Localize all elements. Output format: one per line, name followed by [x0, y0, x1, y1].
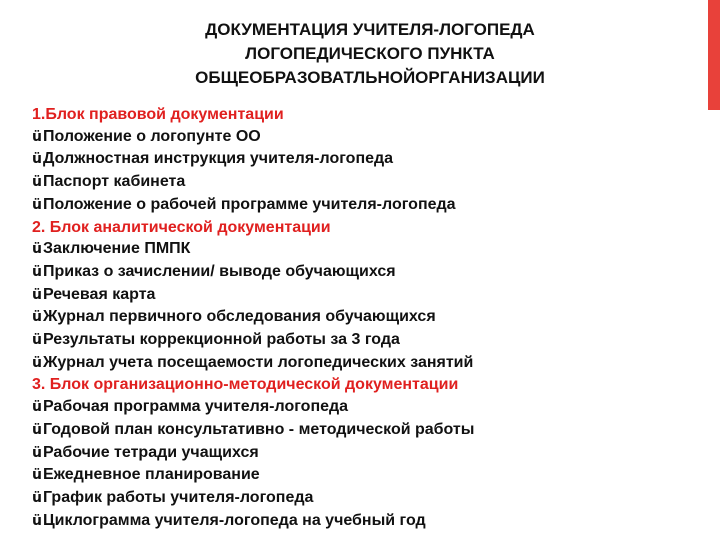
- list-item: üРабочая программа учителя-логопеда: [32, 398, 349, 416]
- check-icon: ü: [32, 241, 42, 258]
- title-line-1: ДОКУМЕНТАЦИЯ УЧИТЕЛЯ-ЛОГОПЕДА: [205, 20, 535, 39]
- list-item: üГрафик работы учителя-логопеда: [32, 488, 314, 506]
- list-item: üДолжностная инструкция учителя-логопеда: [32, 150, 394, 168]
- check-icon: ü: [32, 421, 42, 438]
- document-list: [32, 104, 692, 532]
- list-item: üПаспорт кабинета: [32, 173, 186, 191]
- list-item: üГодовой план консультативно - методической работы: [32, 420, 475, 438]
- list-item: üПоложение о рабочей программе учителя-логопеда: [32, 195, 456, 213]
- list-item: üЦиклограмма учителя-логопеда на учебный год: [32, 511, 426, 529]
- list-item: üЖурнал учета посещаемости логопедических занятий: [32, 353, 474, 371]
- list-item: üЕжедневное планирование: [32, 466, 260, 484]
- list-item: üПоложение о логопунте ОО: [32, 127, 261, 145]
- check-icon: ü: [32, 489, 42, 506]
- section-heading-analytical: 2. Блок аналитической документации: [32, 218, 331, 236]
- list-item: üЖурнал первичного обследования обучающихся: [32, 308, 436, 326]
- list-item: üРечевая карта: [32, 285, 156, 303]
- check-icon: ü: [32, 151, 42, 168]
- check-icon: ü: [32, 467, 42, 484]
- list-item: üРабочие тетради учащихся: [32, 443, 259, 461]
- title-line-3: ОБЩЕОБРАЗОВАТЛЬНОЙОРГАНИЗАЦИИ: [195, 68, 545, 87]
- section-heading-legal: 1.Блок правовой документации: [32, 106, 284, 123]
- check-icon: ü: [32, 263, 42, 280]
- check-icon: ü: [32, 512, 42, 529]
- check-icon: ü: [32, 354, 42, 371]
- check-icon: ü: [32, 174, 42, 191]
- check-icon: ü: [32, 128, 42, 145]
- list-item: üПриказ о зачислении/ выводе обучающихся: [32, 262, 396, 280]
- check-icon: ü: [32, 309, 42, 326]
- section-heading-organizational: 3. Блок организационно-методической документации: [32, 376, 459, 394]
- page-title: [120, 18, 620, 90]
- list-item: üРезультаты коррекционной работы за 3 года: [32, 331, 400, 349]
- check-icon: ü: [32, 332, 42, 349]
- check-icon: ü: [32, 286, 42, 303]
- check-icon: ü: [32, 399, 42, 416]
- check-icon: ü: [32, 196, 42, 213]
- list-item: üЗаключение ПМПК: [32, 240, 191, 258]
- check-icon: ü: [32, 444, 42, 461]
- title-line-2: ЛОГОПЕДИЧЕСКОГО ПУНКТА: [245, 44, 495, 63]
- accent-bar: [708, 0, 720, 110]
